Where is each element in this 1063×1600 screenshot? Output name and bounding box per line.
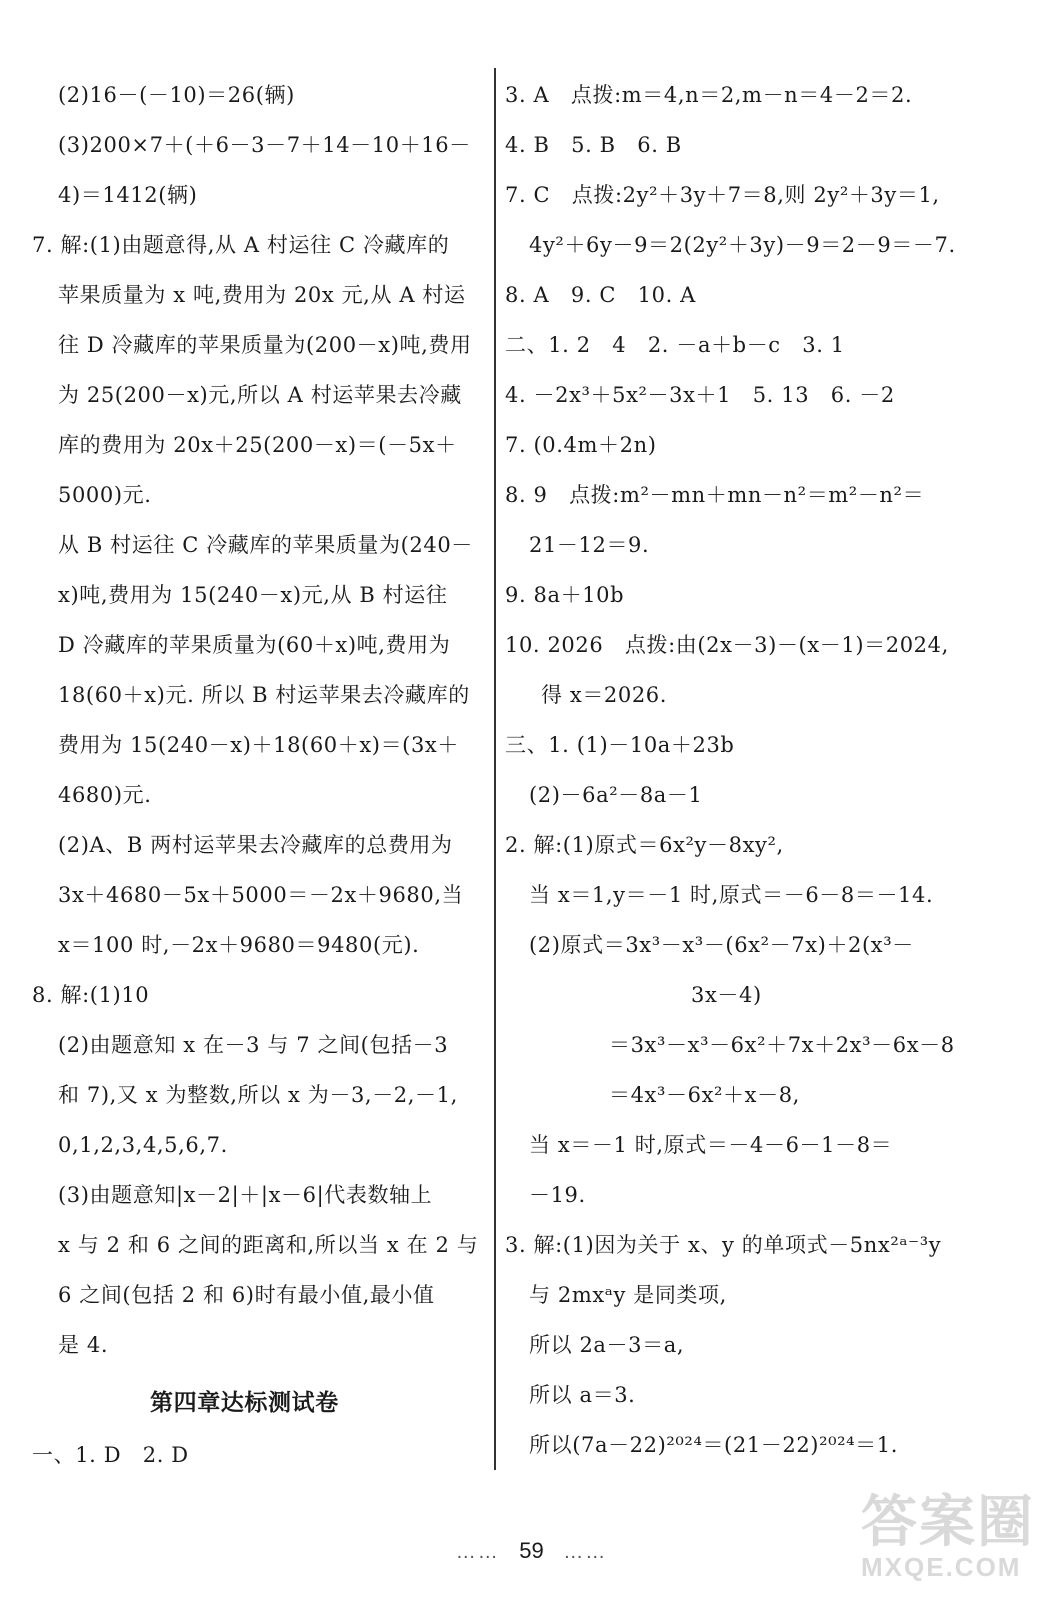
text-line: 4)＝1412(辆): [58, 183, 198, 207]
text-line: (3)由题意知|x－2|＋|x－6|代表数轴上: [58, 1183, 433, 1207]
text-line: 为 25(200－x)元,所以 A 村运苹果去冷藏: [58, 383, 462, 407]
text-line: 所以 a＝3.: [529, 1383, 636, 1407]
text-line: 2. 解:(1)原式＝6x²y－8xy²,: [505, 833, 784, 857]
text-line: 所以 2a－3＝a,: [529, 1333, 685, 1357]
text-line: 8. 9 点拨:m²－mn＋mn－n²＝m²－n²＝: [505, 483, 925, 507]
text-line: 一、1. D 2. D: [32, 1443, 189, 1467]
text-line: (2)由题意知 x 在－3 与 7 之间(包括－3: [58, 1033, 449, 1057]
watermark-url: MXQE.COM: [861, 1552, 1022, 1582]
text-line: 苹果质量为 x 吨,费用为 20x 元,从 A 村运: [58, 283, 466, 307]
text-line: (2)A、B 两村运苹果去冷藏库的总费用为: [58, 833, 453, 857]
text-line: 与 2mxᵃy 是同类项,: [529, 1283, 727, 1307]
text-line: 3x－4): [691, 983, 762, 1007]
text-line: 是 4.: [58, 1333, 109, 1357]
text-line: 三、1. (1)－10a＋23b: [505, 733, 735, 757]
text-line: 6 之间(包括 2 和 6)时有最小值,最小值: [58, 1283, 435, 1307]
page-number: 59: [519, 1538, 544, 1563]
text-line: 库的费用为 20x＋25(200－x)＝(－5x＋: [58, 433, 457, 457]
text-line: 4. B 5. B 6. B: [505, 133, 682, 157]
text-line: (2)原式＝3x³－x³－(6x²－7x)＋2(x³－: [529, 933, 914, 957]
text-line: 得 x＝2026.: [541, 683, 668, 707]
text-line: x＝100 时,－2x＋9680＝9480(元).: [58, 933, 420, 957]
text-line: (3)200×7＋(＋6－3－7＋14－10＋16－: [58, 133, 471, 157]
text-line: x)吨,费用为 15(240－x)元,从 B 村运往: [58, 583, 448, 607]
text-line: 往 D 冷藏库的苹果质量为(200－x)吨,费用: [58, 333, 472, 357]
text-line: 当 x＝－1 时,原式＝－4－6－1－8＝: [529, 1133, 893, 1157]
text-line: 21－12＝9.: [529, 533, 650, 557]
text-line: 3. A 点拨:m＝4,n＝2,m－n＝4－2＝2.: [505, 83, 913, 107]
footer-dots-left: ……: [455, 1541, 500, 1563]
text-line: 7. 解:(1)由题意得,从 A 村运往 C 冷藏库的: [32, 233, 450, 257]
text-line: 3x＋4680－5x＋5000＝－2x＋9680,当: [58, 883, 464, 907]
text-line: 所以(7a－22)²⁰²⁴＝(21－22)²⁰²⁴＝1.: [529, 1433, 899, 1457]
text-line: (2)－6a²－8a－1: [529, 783, 703, 807]
text-line: 费用为 15(240－x)＋18(60＋x)＝(3x＋: [58, 733, 459, 757]
text-line: 4. －2x³＋5x²－3x＋1 5. 13 6. －2: [505, 383, 895, 407]
text-line: 7. C 点拨:2y²＋3y＋7＝8,则 2y²＋3y＝1,: [505, 183, 940, 207]
text-line: 当 x＝1,y＝－1 时,原式＝－6－8＝－14.: [529, 883, 934, 907]
text-line: 9. 8a＋10b: [505, 583, 625, 607]
text-line: 4y²＋6y－9＝2(2y²＋3y)－9＝2－9＝－7.: [529, 233, 956, 257]
watermark-logo: [861, 1492, 1051, 1592]
text-line: 5000)元.: [58, 483, 152, 507]
text-line: (2)16－(－10)＝26(辆): [58, 83, 295, 107]
text-line: 和 7),又 x 为整数,所以 x 为－3,－2,－1,: [58, 1083, 458, 1107]
text-line: 7. (0.4m＋2n): [505, 433, 657, 457]
text-line: 4680)元.: [58, 783, 152, 807]
text-line: ＝3x³－x³－6x²＋7x＋2x³－6x－8: [609, 1033, 955, 1057]
text-line: 从 B 村运往 C 冷藏库的苹果质量为(240－: [58, 533, 473, 557]
text-line: 10. 2026 点拨:由(2x－3)－(x－1)＝2024,: [505, 633, 949, 657]
section-title: 第四章达标测试卷: [150, 1390, 339, 1416]
text-line: －19.: [529, 1183, 586, 1207]
text-line: 3. 解:(1)因为关于 x、y 的单项式－5nx²ᵃ⁻³y: [505, 1233, 942, 1257]
text-line: ＝4x³－6x²＋x－8,: [609, 1083, 800, 1107]
text-line: 0,1,2,3,4,5,6,7.: [58, 1133, 228, 1157]
text-line: 二、1. 2 4 2. －a＋b－c 3. 1: [505, 333, 845, 357]
column-divider: [494, 68, 496, 1470]
text-line: 8. 解:(1)10: [32, 983, 150, 1007]
watermark-text: 答案圈: [861, 1490, 1035, 1553]
text-line: x 与 2 和 6 之间的距离和,所以当 x 在 2 与: [58, 1233, 479, 1257]
text-line: D 冷藏库的苹果质量为(60＋x)吨,费用为: [58, 633, 451, 657]
text-line: 8. A 9. C 10. A: [505, 283, 696, 307]
text-line: 18(60＋x)元. 所以 B 村运苹果去冷藏库的: [58, 683, 470, 707]
footer-dots-right: ……: [563, 1541, 608, 1563]
